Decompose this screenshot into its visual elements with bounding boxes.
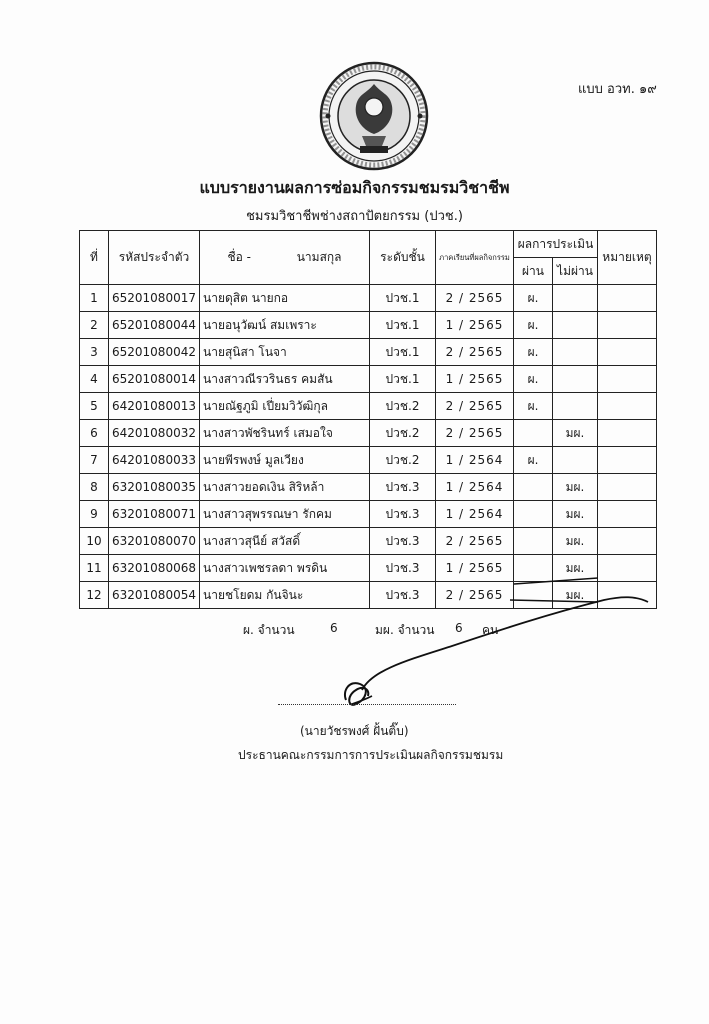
table-row (80, 582, 657, 609)
row-no: 9 (80, 501, 109, 528)
row-term: 1 / 2564 (436, 501, 514, 528)
row-pass: ผ. (514, 366, 553, 393)
row-name: นายดุสิต นายกอ (200, 285, 370, 312)
row-name: นายพีรพงษ์ มูลเวียง (200, 447, 370, 474)
header-student-id: รหัสประจำตัว (109, 231, 200, 285)
row-remark (598, 555, 657, 582)
row-term: 2 / 2565 (436, 393, 514, 420)
row-remark (598, 501, 657, 528)
row-pass: ผ. (514, 312, 553, 339)
table-row (80, 555, 657, 582)
row-no: 1 (80, 285, 109, 312)
row-fail (553, 393, 598, 420)
report-subtitle: ชมรมวิชาชีพช่างสถาปัตยกรรม (ปวช.) (246, 209, 463, 224)
row-no: 3 (80, 339, 109, 366)
row-no: 10 (80, 528, 109, 555)
row-level: ปวช.3 (370, 582, 436, 609)
header-remark: หมายเหตุ (598, 231, 657, 285)
row-term: 2 / 2565 (436, 582, 514, 609)
row-no: 12 (80, 582, 109, 609)
row-no: 8 (80, 474, 109, 501)
header-result: ผลการประเมิน (514, 231, 598, 258)
row-term: 1 / 2564 (436, 474, 514, 501)
report-title: แบบรายงานผลการซ่อมกิจกรรมชมรมวิชาชีพ (199, 178, 510, 197)
row-pass (514, 420, 553, 447)
table-row (80, 474, 657, 501)
row-remark (598, 528, 657, 555)
row-no: 2 (80, 312, 109, 339)
row-pass: ผ. (514, 447, 553, 474)
header-name: ชื่อ - นามสกุล (200, 231, 370, 285)
row-term: 1 / 2565 (436, 366, 514, 393)
row-name: นายอนุวัฒน์ สมเพราะ (200, 312, 370, 339)
row-pass (514, 474, 553, 501)
signer-position: ประธานคณะกรรมการการประเมินผลกิจกรรมชมรม (238, 748, 504, 762)
row-student-id: 64201080032 (109, 420, 200, 447)
count-unit: คน (482, 623, 499, 637)
header-no: ที่ (80, 231, 109, 285)
association-logo (318, 60, 430, 172)
fail-count: 6 (455, 621, 463, 635)
row-name: นางสาวพัชรินทร์ เสมอใจ (200, 420, 370, 447)
row-term: 1 / 2564 (436, 447, 514, 474)
row-term: 2 / 2565 (436, 420, 514, 447)
row-level: ปวช.2 (370, 447, 436, 474)
header-level: ระดับชั้น (370, 231, 436, 285)
row-term: 1 / 2565 (436, 555, 514, 582)
row-pass (514, 501, 553, 528)
row-fail: มผ. (553, 528, 598, 555)
row-level: ปวช.1 (370, 285, 436, 312)
row-pass (514, 582, 553, 609)
table-row (80, 420, 657, 447)
row-remark (598, 339, 657, 366)
row-fail: มผ. (553, 555, 598, 582)
row-remark (598, 474, 657, 501)
row-name: นางสาวณีรวรินธร คมสัน (200, 366, 370, 393)
row-level: ปวช.1 (370, 366, 436, 393)
row-fail (553, 339, 598, 366)
row-remark (598, 582, 657, 609)
header-row (80, 231, 657, 258)
row-name: นายชโยดม กันจินะ (200, 582, 370, 609)
row-fail: มผ. (553, 420, 598, 447)
row-pass: ผ. (514, 339, 553, 366)
row-no: 5 (80, 393, 109, 420)
table-row (80, 393, 657, 420)
table-row (80, 528, 657, 555)
signature-line (278, 704, 456, 705)
row-remark (598, 366, 657, 393)
header-fail: ไม่ผ่าน (553, 258, 598, 285)
row-no: 4 (80, 366, 109, 393)
row-pass: ผ. (514, 285, 553, 312)
row-level: ปวช.2 (370, 420, 436, 447)
row-student-id: 65201080014 (109, 366, 200, 393)
row-term: 2 / 2565 (436, 285, 514, 312)
row-remark (598, 312, 657, 339)
row-level: ปวช.3 (370, 474, 436, 501)
pass-count: 6 (330, 621, 338, 635)
row-remark (598, 447, 657, 474)
row-fail (553, 366, 598, 393)
row-name: นางสาวสุนีย์ สวัสดิ์ (200, 528, 370, 555)
row-term: 2 / 2565 (436, 528, 514, 555)
signer-name: (นายวัชรพงศ์ ฝั้นติ๊บ) (300, 724, 409, 738)
row-level: ปวช.1 (370, 339, 436, 366)
row-name: นางสาวยอดเงิน สิริหล้า (200, 474, 370, 501)
row-level: ปวช.2 (370, 393, 436, 420)
row-fail (553, 312, 598, 339)
row-level: ปวช.3 (370, 555, 436, 582)
row-student-id: 63201080068 (109, 555, 200, 582)
row-name: นางสาวเพชรลดา พรดิน (200, 555, 370, 582)
row-student-id: 63201080054 (109, 582, 200, 609)
row-student-id: 63201080071 (109, 501, 200, 528)
row-student-id: 63201080070 (109, 528, 200, 555)
header-pass: ผ่าน (514, 258, 553, 285)
row-term: 2 / 2565 (436, 339, 514, 366)
row-fail: มผ. (553, 582, 598, 609)
row-no: 6 (80, 420, 109, 447)
row-remark (598, 285, 657, 312)
row-remark (598, 420, 657, 447)
row-no: 7 (80, 447, 109, 474)
table-row (80, 285, 657, 312)
row-pass (514, 555, 553, 582)
row-no: 11 (80, 555, 109, 582)
results-table (79, 230, 657, 609)
row-term: 1 / 2565 (436, 312, 514, 339)
row-fail: มผ. (553, 501, 598, 528)
row-pass (514, 528, 553, 555)
row-student-id: 64201080033 (109, 447, 200, 474)
row-level: ปวช.3 (370, 528, 436, 555)
table-row (80, 339, 657, 366)
row-student-id: 64201080013 (109, 393, 200, 420)
row-student-id: 63201080035 (109, 474, 200, 501)
row-fail: มผ. (553, 474, 598, 501)
row-name: นางสาวสุพรรณษา รักคม (200, 501, 370, 528)
row-name: นายสุนิสา โนจา (200, 339, 370, 366)
row-student-id: 65201080017 (109, 285, 200, 312)
header-term: ภาคเรียนที่ผลกิจกรรม (436, 231, 514, 285)
fail-count-label: มผ. จำนวน (375, 623, 435, 637)
row-remark (598, 393, 657, 420)
row-name: นายณัฐภูมิ เปี่ยมวิวัฒิกุล (200, 393, 370, 420)
table-row (80, 312, 657, 339)
form-code: แบบ อวท. ๑๙ (578, 82, 657, 97)
table-row (80, 501, 657, 528)
row-student-id: 65201080044 (109, 312, 200, 339)
pass-count-label: ผ. จำนวน (243, 623, 295, 637)
table-row (80, 366, 657, 393)
table-row (80, 447, 657, 474)
row-pass: ผ. (514, 393, 553, 420)
row-level: ปวช.1 (370, 312, 436, 339)
row-level: ปวช.3 (370, 501, 436, 528)
row-fail (553, 285, 598, 312)
row-fail (553, 447, 598, 474)
row-student-id: 65201080042 (109, 339, 200, 366)
